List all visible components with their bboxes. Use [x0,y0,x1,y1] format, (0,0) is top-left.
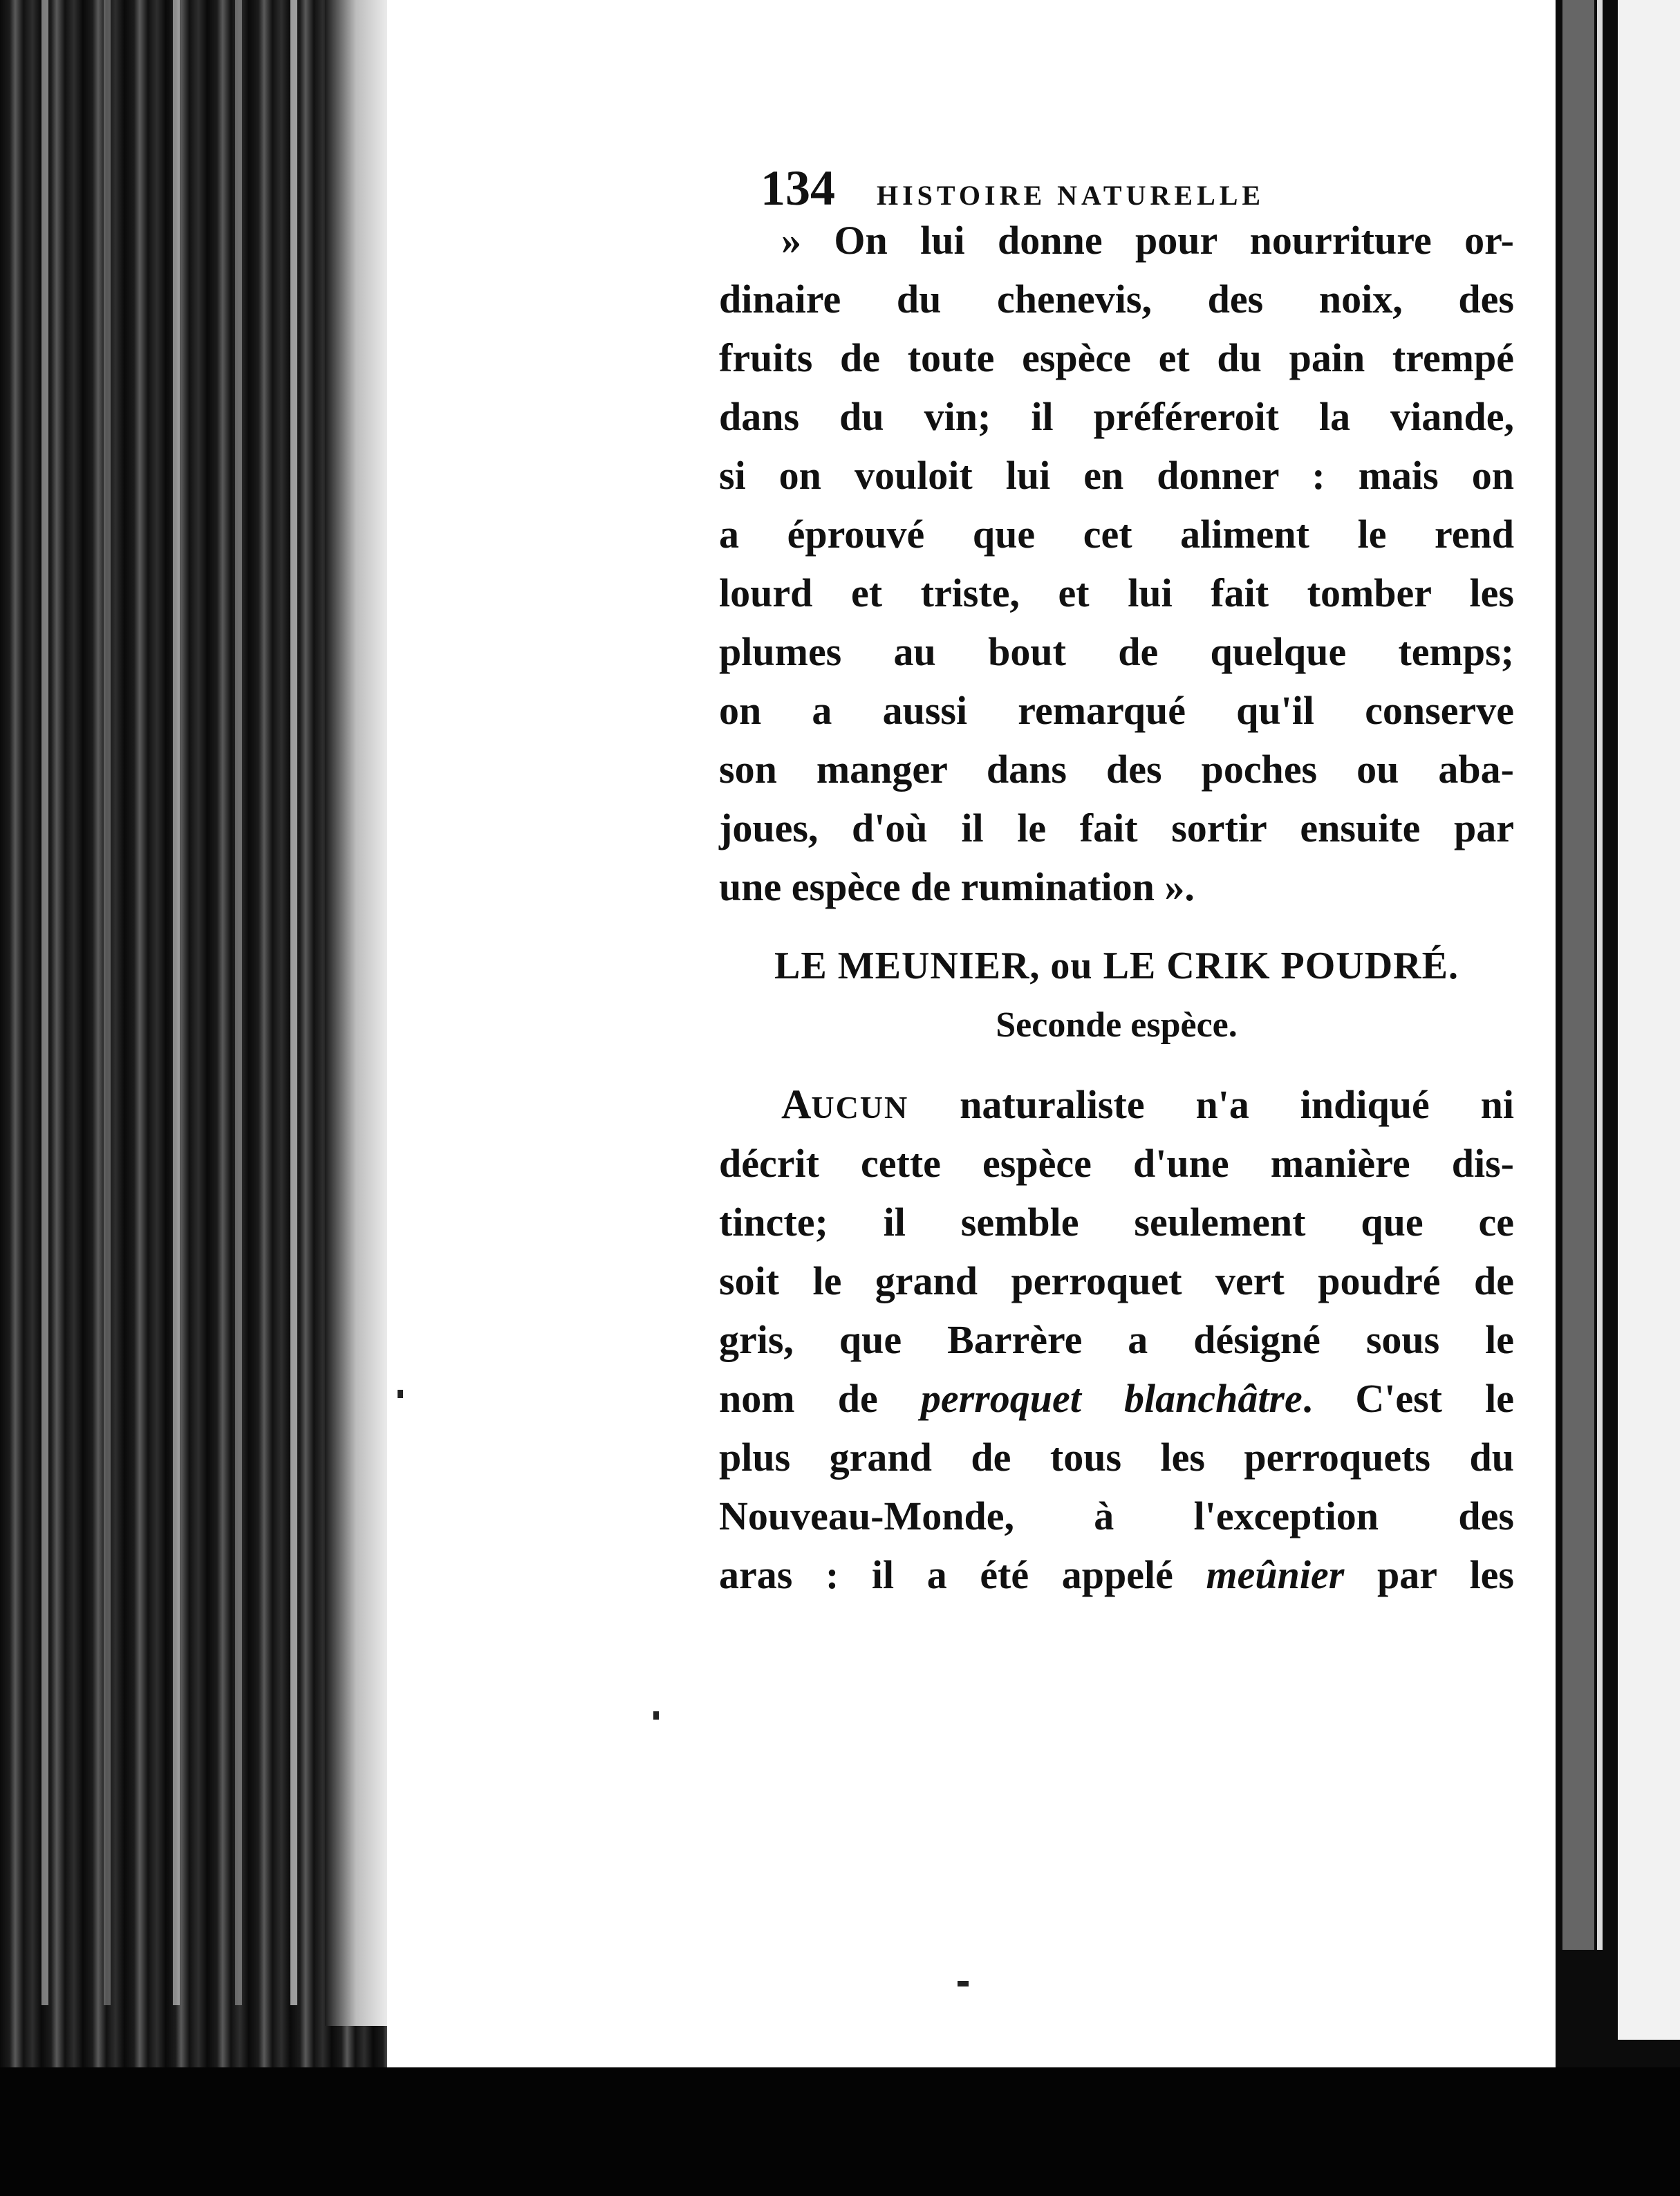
page-text [719,159,1514,1604]
page-edge-streak [290,0,297,2005]
text-line: décrit cette espèce d'une manière dis- [719,1141,1514,1186]
paragraph-quote [719,211,1514,916]
section-subheading: Seconde espèce. [996,1005,1238,1045]
text-line: lourd et triste, et lui fait tomber les [719,570,1514,615]
text-line: une espèce de rumination ». [719,864,1195,909]
page-edge-strip [1597,0,1603,1950]
book-edge-bottom [0,2067,1680,2196]
text-line: dinaire du chenevis, des noix, des [719,277,1514,322]
ink-speck [398,1390,403,1398]
text-fragment: nom de [719,1376,921,1421]
text-line: soit le grand perroquet vert poudré de [719,1258,1514,1303]
page-number: 134 [760,160,835,216]
page-edge-streak [235,0,242,2005]
ink-speck [958,1981,969,1986]
italic-term: perroquet blanchâtre [920,1376,1303,1421]
text-line: gris, que Barrère a désigné sous le [719,1317,1514,1362]
running-title: HISTOIRE NATURELLE [877,180,1265,211]
next-page-edge [1618,0,1680,2040]
text-line: dans du vin; il préféreroit la viande, [719,394,1514,439]
text-line: » On lui donne pour nourriture or- [781,218,1514,263]
text-fragment: . C'est le [1302,1376,1514,1421]
text-line [719,1075,1514,1134]
text-fragment: aras : il a été appelé [719,1552,1206,1597]
text-line: fruits de toute espèce et du pain trempé [719,335,1514,380]
text-line: a éprouvé que cet aliment le rend [719,512,1514,557]
text-line [719,1545,1514,1604]
page-edge-strip [1562,0,1594,1950]
text-line: plus grand de tous les perroquets du [719,1435,1514,1480]
running-head [760,159,1514,216]
text-fragment: naturaliste n'a indiqué ni [908,1082,1514,1127]
text-line: plumes au bout de quelque temps; [719,629,1514,674]
paragraph-description [719,1075,1514,1604]
text-line: on a aussi remarqué qu'il conserve [719,688,1514,733]
text-line: tincte; il semble seulement que ce [719,1200,1514,1245]
page-edge-streak [41,0,48,2005]
page-edge-streak [173,0,180,2005]
page-edge-streak [104,0,111,2005]
text-fragment: par les [1344,1552,1514,1597]
italic-term: meûnier [1206,1552,1345,1597]
small-caps-word: UCUN [811,1090,909,1125]
text-line: joues, d'où il le fait sortir ensuite par [719,806,1514,850]
text-line: son manger dans des poches ou aba- [719,747,1514,792]
book-edge-right [1556,0,1680,2196]
text-line [719,1369,1514,1428]
text-line: si on vouloit lui en donner : mais on [719,453,1514,498]
text-line: Nouveau-Monde, à l'exception des [719,1494,1514,1538]
section-heading: LE MEUNIER, ou LE CRIK POUDRÉ. [774,945,1459,987]
initial-capital: A [781,1081,812,1127]
ink-speck [653,1711,659,1720]
